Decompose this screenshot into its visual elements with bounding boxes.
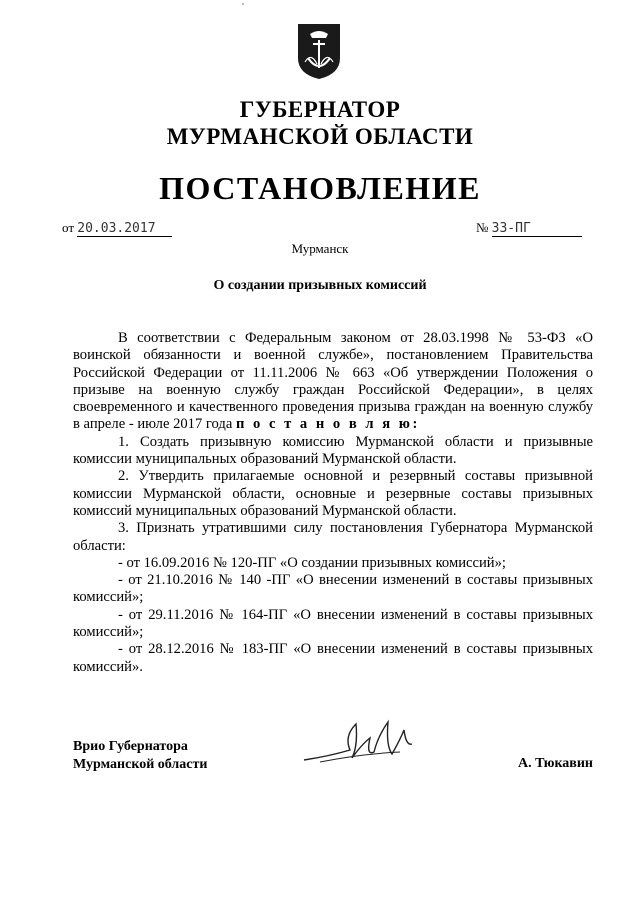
authority-title-line2: МУРМАНСКОЙ ОБЛАСТИ (166, 124, 474, 149)
date-value: 20.03.2017 (77, 221, 156, 236)
document-type-title: ПОСТАНОВЛЕНИЕ (159, 170, 481, 206)
decree-word: п о с т а н о в л я ю: (235, 416, 420, 433)
document-number (476, 220, 582, 237)
handwritten-signature (300, 716, 440, 776)
revoked-decree-3: - от 29.11.2016 № 164-ПГ «О внесении изменений в составы призывных комиссий»; (73, 606, 593, 641)
date-prefix: от (62, 220, 75, 235)
document-date (62, 220, 172, 237)
revoked-decree-4: - от 28.12.2016 № 183-ПГ «О внесении изменений в составы призывных комиссий». (73, 641, 593, 675)
item-2: 2. Утвердить прилагаемые основной и резервный составы призывной комиссии Мурманской области, основные и резервные составы призывных комиссий муниципальных образований Мурманской области. (73, 468, 593, 519)
number-value: 33-ПГ (491, 221, 531, 236)
document-body (73, 330, 593, 676)
intro-paragraph: В соответствии с Федеральным законом от 28.03.1998 № 53-ФЗ «О воинской обязанности и военной службе», постановлением Правительства Российской Федерации от 11.11.2006 № 663 «Об утверждении Положения о призыве на военную службу граждан Российской Федерации», в целях своевременного и качественного проведения призыва граждан на военную службу в апреле - июле 2017 года п о с т а н о в л я ю: (73, 330, 593, 433)
scan-speck (242, 3, 244, 5)
document-subject: О создании призывных комиссий (213, 278, 427, 293)
position-line2: Мурманской области (73, 757, 208, 772)
authority-title-line1: ГУБЕРНАТОР (239, 97, 401, 122)
signatory-name: А. Тюкавин (518, 756, 593, 771)
coat-of-arms-emblem (296, 22, 342, 80)
item-1: 1. Создать призывную комиссию Мурманской области и призывные комиссии муниципальных образований Мурманской области. (73, 433, 593, 468)
item-3: 3. Признать утратившими силу постановления Губернатора Мурманской области: (73, 520, 593, 554)
city-name: Мурманск (291, 241, 349, 256)
position-line1: Врио Губернатора (73, 739, 188, 754)
revoked-decree-2: - от 21.10.2016 № 140 -ПГ «О внесении изменений в составы призывных комиссий»; (73, 572, 593, 606)
revoked-decree-1: - от 16.09.2016 № 120-ПГ «О создании призывных комиссий»; (118, 554, 506, 571)
signatory-position (73, 738, 207, 774)
number-prefix: № (476, 220, 489, 235)
